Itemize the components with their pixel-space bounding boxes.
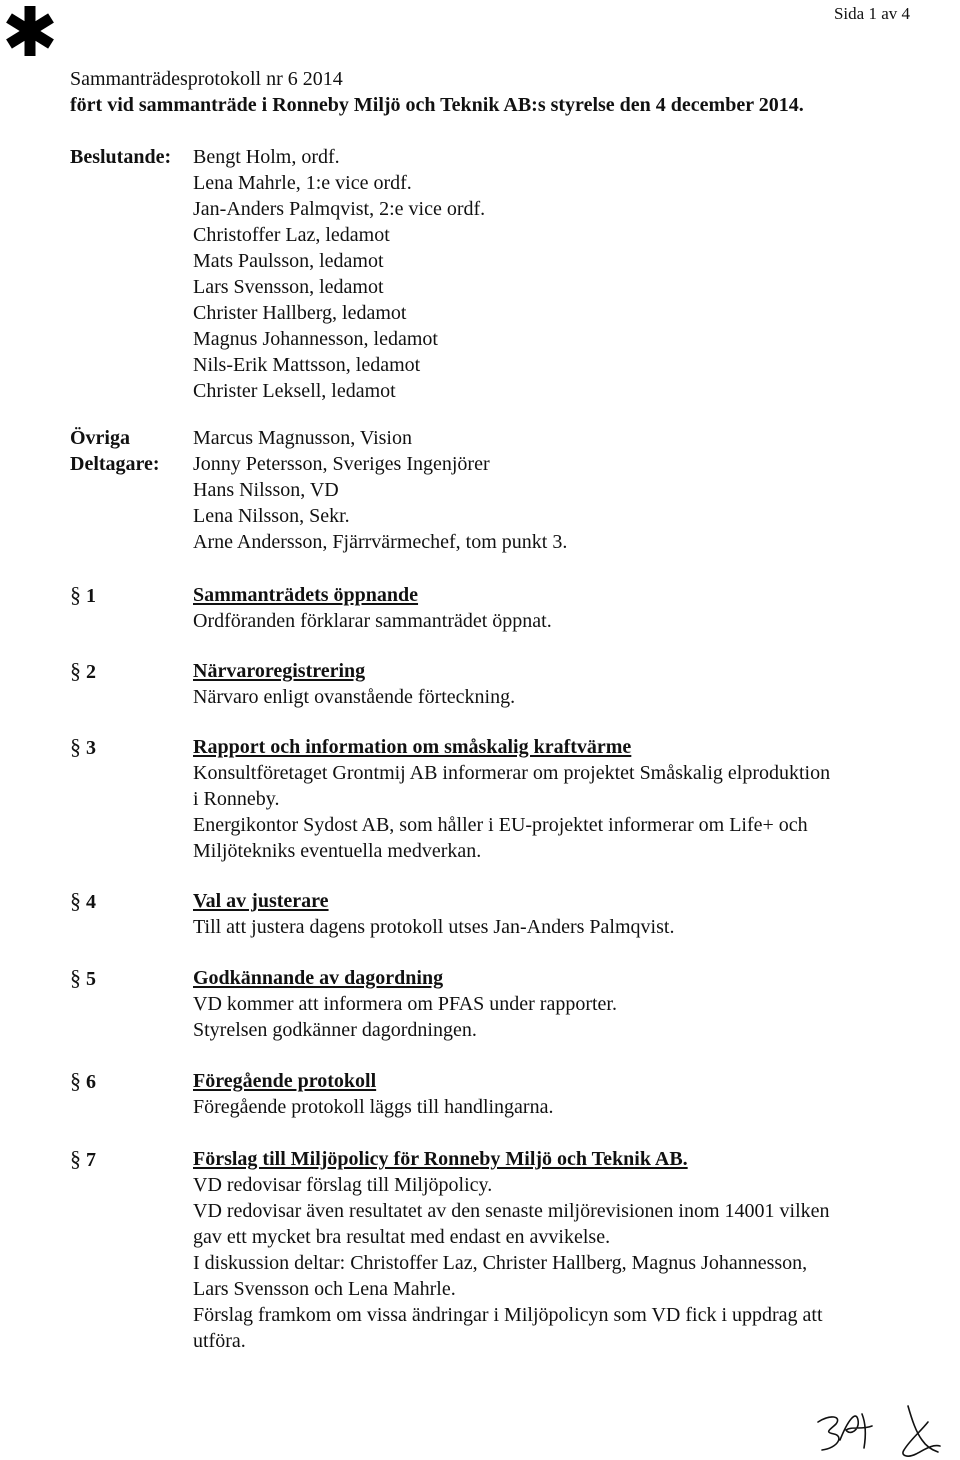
member-name: Mats Paulsson, ledamot [193,250,384,272]
ovriga-label-line-2: Deltagare: [70,453,160,475]
paragraph-body [193,1146,923,1354]
participant-name: Marcus Magnusson, Vision [193,427,412,449]
section-number: 2 [86,661,96,683]
member-name: Christoffer Laz, ledamot [193,224,390,246]
star-logo-icon [4,2,56,60]
paragraph-line: i Ronneby. [193,788,280,810]
paragraph-line: I diskussion deltar: Christoffer Laz, Christer Hallberg, Magnus Johannesson, [193,1252,808,1274]
paragraph-number [70,582,96,609]
paragraph-line: Konsultföretaget Grontmij AB informerar om projektet Småskalig elproduktion [193,762,831,784]
paragraph-line: VD redovisar även resultatet av den senaste miljörevisionen inom 14001 vilken [193,1200,830,1222]
section-sign: § [70,888,81,913]
paragraph-body [193,658,923,710]
member-name: Lars Svensson, ledamot [193,276,384,298]
title-line-1: Sammanträdesprotokoll nr 6 2014 [70,68,343,90]
participant-name: Jonny Petersson, Sveriges Ingenjörer [193,453,490,475]
beslutande-label: Beslutande: [70,146,172,168]
paragraph-number [70,888,96,915]
paragraph-line: VD redovisar förslag till Miljöpolicy. [193,1174,493,1196]
paragraph-heading: Förslag till Miljöpolicy för Ronneby Miljö och Teknik AB. [193,1148,688,1170]
paragraph-body [193,582,923,634]
paragraph-line: Föregående protokoll läggs till handlingarna. [193,1096,554,1118]
ovriga-label-line-1: Övriga [70,427,130,449]
handwritten-initials-signature [800,1400,950,1460]
paragraph-number [70,965,96,992]
paragraph-line: Styrelsen godkänner dagordningen. [193,1019,477,1041]
paragraph-number [70,734,96,761]
ovriga-list [193,425,567,555]
member-name: Lena Mahrle, 1:e vice ordf. [193,172,412,194]
section-number: 7 [86,1149,96,1171]
beslutande-list [193,144,485,404]
paragraph-line: Närvaro enligt ovanstående förteckning. [193,686,516,708]
section-number: 1 [86,585,96,607]
section-sign: § [70,1146,81,1171]
member-name: Jan-Anders Palmqvist, 2:e vice ordf. [193,198,486,220]
paragraph-line: VD kommer att informera om PFAS under rapporter. [193,993,617,1015]
member-name: Christer Leksell, ledamot [193,380,396,402]
section-sign: § [70,1068,81,1093]
paragraph-body [193,888,923,940]
paragraph-number [70,1068,96,1095]
participant-name: Hans Nilsson, VD [193,479,339,501]
paragraph-number [70,658,96,685]
member-name: Nils-Erik Mattsson, ledamot [193,354,421,376]
paragraph-body [193,965,923,1043]
paragraph-line: Ordföranden förklarar sammanträdet öppnat. [193,610,552,632]
section-number: 6 [86,1071,96,1093]
paragraph-heading: Sammanträdets öppnande [193,584,419,606]
section-sign: § [70,658,81,683]
paragraph-line: Energikontor Sydost AB, som håller i EU-projektet informerar om Life+ och [193,814,808,836]
paragraph-line: Lars Svensson och Lena Mahrle. [193,1278,456,1300]
member-name: Magnus Johannesson, ledamot [193,328,438,350]
paragraph-line: utföra. [193,1330,246,1352]
paragraph-number [70,1146,96,1173]
document-title [70,66,804,118]
paragraph-body [193,734,923,864]
section-sign: § [70,734,81,759]
paragraph-line: Till att justera dagens protokoll utses Jan-Anders Palmqvist. [193,916,675,938]
title-line-2: fört vid sammanträde i Ronneby Miljö och Teknik AB:s styrelse den 4 december 2014. [70,94,804,116]
section-number: 3 [86,737,96,759]
paragraph-line: Miljötekniks eventuella medverkan. [193,840,482,862]
paragraph-heading: Närvaroregistrering [193,660,366,682]
paragraph-heading: Val av justerare [193,890,329,912]
section-sign: § [70,965,81,990]
paragraph-line: gav ett mycket bra resultat med endast en avvikelse. [193,1226,611,1248]
paragraph-heading: Rapport och information om småskalig kraftvärme [193,736,632,758]
section-sign: § [70,582,81,607]
page-number: Sida 1 av 4 [833,4,910,23]
member-name: Bengt Holm, ordf. [193,146,340,168]
participant-name: Lena Nilsson, Sekr. [193,505,350,527]
paragraph-heading: Föregående protokoll [193,1070,377,1092]
paragraph-line: Förslag framkom om vissa ändringar i Miljöpolicyn som VD fick i uppdrag att [193,1304,823,1326]
section-number: 4 [86,891,96,913]
section-number: 5 [86,968,96,990]
paragraph-body [193,1068,923,1120]
ovriga-label [70,425,160,477]
participant-name: Arne Andersson, Fjärrvärmechef, tom punkt 3. [193,531,568,553]
member-name: Christer Hallberg, ledamot [193,302,407,324]
paragraph-heading: Godkännande av dagordning [193,967,444,989]
